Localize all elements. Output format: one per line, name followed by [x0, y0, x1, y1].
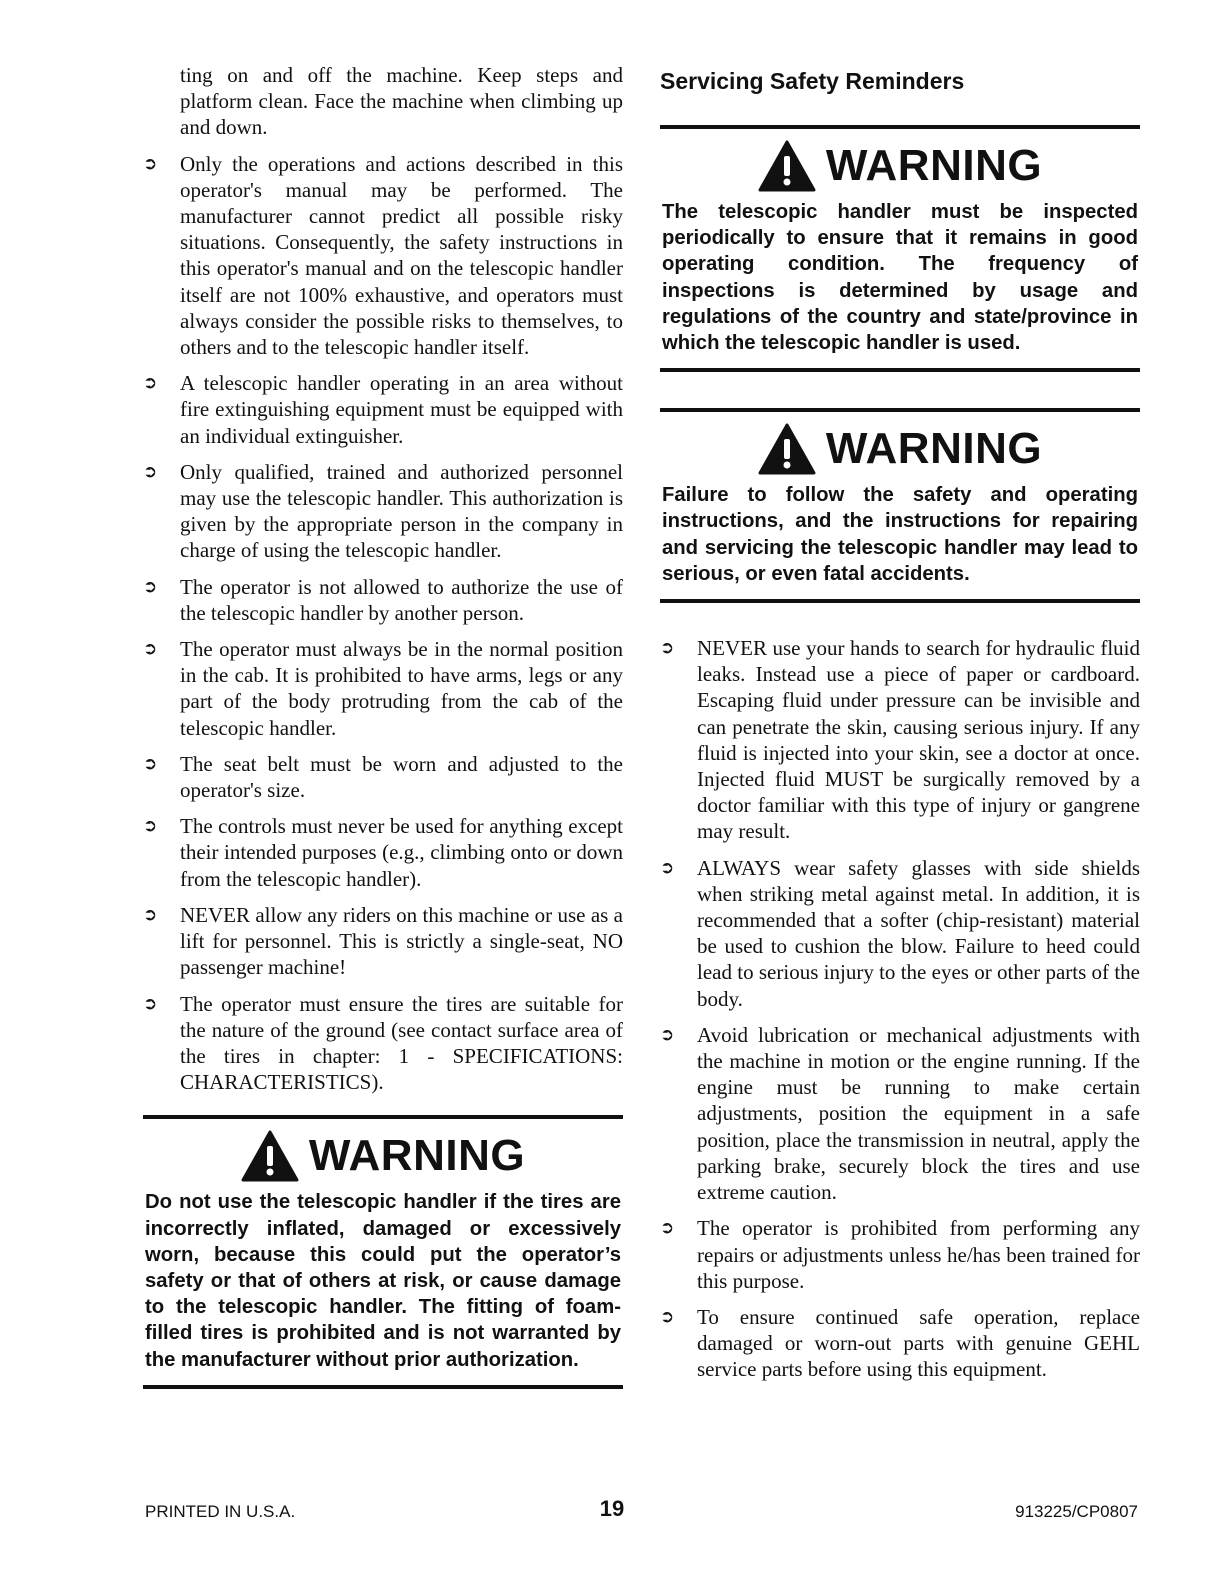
arrow-bullet-icon: ➲ [143, 576, 158, 597]
list-item: ➲ The controls must never be used for anything except their intended purposes (e.g., climbing onto or down from the telescopic handler). [143, 814, 623, 891]
warning-title: WARNING [825, 424, 1043, 474]
warning-triangle-icon [241, 1130, 299, 1182]
warning-box-inspection [660, 125, 1140, 372]
footer-printed: PRINTED IN U.S.A. [145, 1502, 296, 1521]
list-item: ➲ The seat belt must be worn and adjusted to the operator's size. [143, 751, 623, 803]
list-item: ➲ NEVER use your hands to search for hydraulic fluid leaks. Instead use a piece of paper or cardboard. Escaping fluid under pressure can be invisible and can penetrate the skin, causing serious injury. If any fluid is injected into your skin, see a doctor at once. Injected fluid MUST be surgically removed by a doctor familiar with this type of injury or gangrene may result. [660, 636, 1140, 844]
arrow-bullet-icon: ➲ [143, 753, 158, 774]
list-item: ➲ Only the operations and actions described in this operator's manual may be performed. The manufacturer cannot predict all possible risky situations. Consequently, the safety instructions in this operator's manual and on the telescopic handler itself are not 100% exhaustive, and operators must always consider the possible risks to themselves, to others and to the telescopic handler itself. [143, 151, 623, 360]
list-item: ➲ Only qualified, trained and authorized personnel may use the telescopic handler. This authorization is given by the appropriate person in the company in charge of using the telescopic handler. [143, 459, 623, 563]
arrow-bullet-icon: ➲ [143, 373, 158, 394]
arrow-bullet-icon: ➲ [660, 1306, 675, 1327]
warning-text: Do not use the telescopic handler if the tires are incorrectly inflated, damaged or excessively worn, because this could put the operator’s safety or that of others at risk, or cause damage to the telescopic handler. The fitting of foam-filled tires is prohibited and is not warranted by the manufacturer without prior authorization. [145, 1191, 621, 1371]
list-item: ➲ NEVER allow any riders on this machine or use as a lift for personnel. This is strictly a single-seat, NO passenger machine! [143, 902, 623, 980]
warning-header [145, 1127, 621, 1185]
arrow-bullet-icon: ➲ [660, 857, 675, 878]
arrow-bullet-icon: ➲ [660, 638, 675, 659]
warning-header [662, 137, 1138, 195]
list-item: ➲ To ensure continued safe operation, replace damaged or worn-out parts with genuine GEHL service parts before using this equipment. [660, 1304, 1140, 1382]
list-item: ➲ ALWAYS wear safety glasses with side shields when striking metal against metal. In addition, it is recommended that a softer (chip-resistant) material be used to cushion the blow. Failure to heed could lead to serious injury to the eyes or other parts of the body. [660, 855, 1140, 1011]
warning-header [662, 420, 1138, 478]
section-title: Servicing Safety Reminders [660, 68, 965, 94]
warning-box-tires [143, 1115, 623, 1388]
warning-title: WARNING [825, 141, 1043, 190]
list-item: ➲ Avoid lubrication or mechanical adjustments with the machine in motion or the engine running. If the engine must be running to make certain adjustments, position the equipment in a safe position, place the transmission in neutral, apply the parking brake, securely block the tires and use extreme caution. [660, 1022, 1140, 1205]
arrow-bullet-icon: ➲ [143, 904, 158, 925]
right-column [660, 62, 1140, 1393]
arrow-bullet-icon: ➲ [143, 816, 158, 837]
list-item: ➲ The operator must ensure the tires are suitable for the nature of the ground (see contact surface area of the tires in chapter: 1 - SPECIFICATIONS: CHARACTERISTICS). [143, 991, 623, 1095]
warning-text: The telescopic handler must be inspected periodically to ensure that it remains in good operating condition. The frequency of inspections is determined by usage and regulations of the country and state/province in which the telescopic handler is used. [662, 201, 1138, 355]
arrow-bullet-icon: ➲ [660, 1218, 675, 1239]
list-item: ➲ A telescopic handler operating in an area without fire extinguishing equipment must be equipped with an individual extinguisher. [143, 371, 623, 448]
list-item: ➲ The operator must always be in the normal position in the cab. It is prohibited to have arms, legs or any part of the body protruding from the cab of the telescopic handler. [143, 637, 623, 740]
warning-triangle-icon [758, 140, 816, 192]
continuation-paragraph: ting on and off the machine. Keep steps and platform clean. Face the machine when climbing up and down. [180, 63, 623, 140]
warning-title: WARNING [308, 1131, 526, 1181]
list-item: ➲ The operator is not allowed to authorize the use of the telescopic handler by another person. [143, 574, 623, 625]
arrow-bullet-icon: ➲ [143, 639, 158, 660]
page-number: 19 [599, 1496, 625, 1521]
arrow-bullet-icon: ➲ [143, 461, 158, 482]
arrow-bullet-icon: ➲ [143, 153, 158, 174]
list-item: ➲ The operator is prohibited from performing any repairs or adjustments unless he/has been trained for this purpose. [660, 1216, 1140, 1293]
warning-box-instructions [660, 408, 1140, 603]
footer-doc-code: 913225/CP0807 [1015, 1502, 1138, 1521]
arrow-bullet-icon: ➲ [143, 993, 158, 1014]
left-column [143, 62, 623, 1389]
arrow-bullet-icon: ➲ [660, 1024, 675, 1045]
warning-text: Failure to follow the safety and operating instructions, and the instructions for repairing and servicing the telescopic handler may lead to serious, or even fatal accidents. [662, 484, 1138, 585]
warning-triangle-icon [758, 423, 816, 475]
